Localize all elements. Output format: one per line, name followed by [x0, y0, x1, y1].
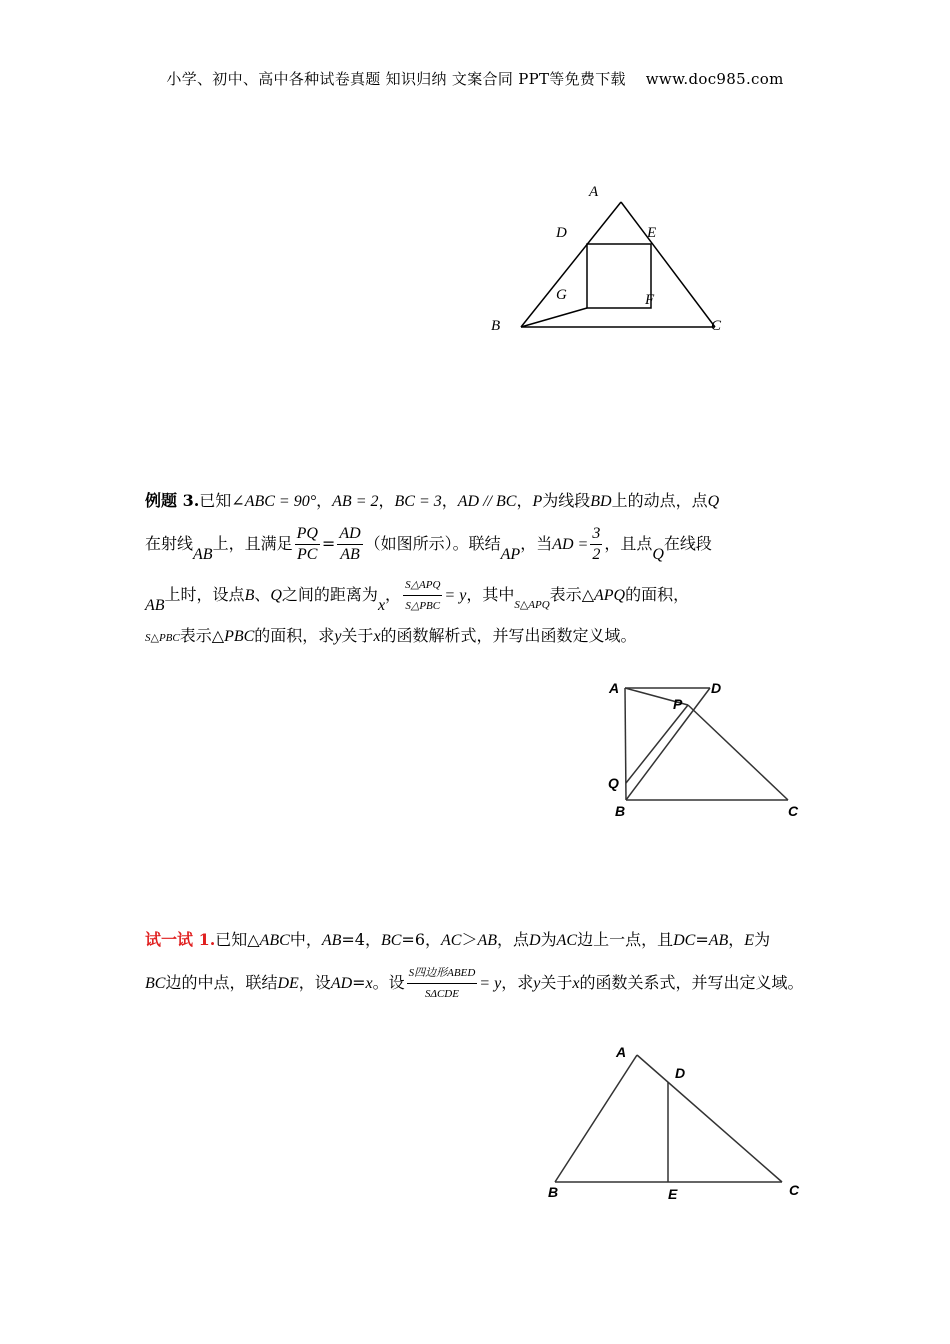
frac-den: 2: [592, 546, 601, 563]
math: AB: [193, 546, 213, 563]
math: △APQ: [581, 587, 626, 604]
text: 之间的距离为: [281, 585, 378, 604]
text: ，: [378, 491, 395, 510]
figure-triangle-de: [540, 1040, 810, 1210]
math: E: [744, 932, 755, 949]
math: DE: [277, 975, 299, 992]
math: y: [334, 628, 342, 645]
fraction-ad-ab: [337, 524, 362, 565]
text: ，: [728, 930, 745, 949]
math: DC: [673, 932, 696, 949]
text: ，: [441, 491, 458, 510]
text: ，其中: [466, 585, 515, 604]
math: =: [321, 534, 336, 553]
line-ab: [625, 688, 626, 800]
line-ac: [637, 1055, 782, 1182]
math: = y: [479, 975, 502, 992]
math: x: [572, 975, 580, 992]
label-P: P: [673, 696, 683, 712]
label-A: A: [616, 1044, 627, 1060]
math: x: [377, 597, 386, 614]
try-1-problem: [145, 926, 807, 1004]
try-1-line-2: [145, 963, 807, 1004]
frac-den: S△PBC: [405, 600, 441, 612]
text: ，且点: [604, 534, 653, 553]
math: ABC: [259, 932, 290, 949]
text: =6，: [401, 930, 442, 949]
fraction-pq-pc: [295, 524, 320, 565]
text: 在射线: [145, 534, 194, 553]
example-3-line-3: [145, 575, 807, 616]
math: AB: [477, 932, 498, 949]
text: 上时，设点: [164, 585, 245, 604]
label-G: G: [556, 287, 567, 303]
frac-den: PC: [297, 546, 318, 563]
fraction-3-2: [590, 524, 602, 565]
math: Q: [707, 493, 720, 510]
text: 边的中点，联结: [165, 973, 278, 992]
frac-num: S△APQ: [403, 575, 442, 596]
text: 的函数解析式，并写出函数定义域。: [380, 626, 637, 645]
text: ，设: [298, 973, 331, 992]
text: ，: [385, 585, 402, 604]
math: BD: [590, 493, 612, 510]
math: BC = 3: [394, 493, 442, 510]
text: 为: [754, 930, 771, 949]
text: 边上一点，且: [577, 930, 674, 949]
example-3-line-4: [145, 622, 807, 652]
math: BC: [380, 932, 402, 949]
frac-den: AB: [340, 546, 360, 563]
frac-num: S四边形ABED: [407, 963, 478, 984]
math: BC: [145, 975, 166, 992]
label-A: A: [609, 680, 620, 696]
text: 的面积，: [625, 585, 690, 604]
label-B: B: [491, 318, 501, 334]
label-E: E: [647, 225, 657, 241]
label-C: C: [711, 318, 722, 334]
text: 的面积，求: [254, 626, 335, 645]
frac-den: SΔCDE: [424, 988, 459, 1000]
label-D: D: [556, 225, 567, 241]
text: 已知: [199, 491, 232, 510]
label-A: A: [589, 184, 599, 200]
text: =: [695, 930, 709, 949]
text: =4，: [341, 930, 381, 949]
math: Q: [270, 587, 282, 604]
math: △PBC: [211, 628, 255, 645]
line-bd: [626, 688, 710, 800]
frac-num: AD: [337, 524, 362, 545]
text: 为线段: [542, 491, 591, 510]
math: y: [533, 975, 541, 992]
label-F: F: [645, 292, 655, 308]
text: ，: [516, 491, 533, 510]
label-C: C: [788, 803, 799, 819]
math: AD =: [552, 536, 589, 553]
fraction-s-abed-s-cde: [407, 963, 478, 1004]
math: S△APQ: [514, 599, 550, 611]
text: 上，且满足: [212, 534, 293, 553]
math: AC: [441, 932, 462, 949]
label-E: E: [668, 1186, 678, 1202]
text: ＞: [461, 930, 478, 949]
square-defg: [587, 244, 651, 308]
math: AB = 2: [332, 493, 379, 510]
line-ab: [555, 1055, 637, 1182]
math: x: [373, 628, 381, 645]
math: AC: [556, 932, 578, 949]
label-D: D: [675, 1065, 686, 1081]
math: AD // BC: [457, 493, 517, 510]
frac-num: 3: [590, 524, 602, 545]
example-3-line-2: [145, 524, 807, 565]
math: S△PBC: [145, 632, 180, 644]
text: 关于: [341, 626, 374, 645]
line-bg: [521, 308, 587, 327]
text: 上的动点，点: [611, 491, 708, 510]
math: D: [529, 932, 541, 949]
try-1-prefix: 试一试 1.: [145, 930, 216, 949]
label-D: D: [711, 680, 722, 696]
text: 的函数关系式，并写出定义域。: [579, 973, 804, 992]
text: （如图所示）。联结: [364, 534, 501, 553]
figure-trapezoid-pq: [600, 675, 820, 825]
label-C: C: [789, 1182, 800, 1198]
line-pq: [626, 705, 688, 783]
label-B: B: [615, 803, 626, 819]
header-url: www.doc985.com: [645, 70, 784, 88]
text: 在线段: [663, 534, 712, 553]
text: 表示: [179, 626, 212, 645]
text: 表示: [549, 585, 582, 604]
label-Q: Q: [608, 775, 619, 791]
text: ，点: [497, 930, 530, 949]
text: 关于: [540, 973, 573, 992]
math: ∠ABC = 90°: [231, 493, 317, 510]
line-pc: [688, 705, 788, 800]
text: 为: [540, 930, 557, 949]
math: = y: [444, 587, 467, 604]
math: AB: [145, 597, 165, 614]
frac-num: PQ: [295, 524, 320, 545]
math: AB: [321, 932, 342, 949]
page-header: [0, 68, 950, 89]
header-text: 小学、初中、高中各种试卷真题 知识归纳 文案合同 PPT等免费下载: [166, 70, 626, 88]
math: AB: [708, 932, 729, 949]
text: ，求: [501, 973, 534, 992]
example-3-line-1: [145, 487, 807, 516]
text: 。设: [372, 973, 405, 992]
fraction-s-apq-s-pbc: [403, 575, 442, 616]
example-3-problem: [145, 487, 807, 652]
text: ，: [316, 491, 333, 510]
math: B: [244, 587, 255, 604]
math: x: [365, 975, 373, 992]
math: P: [532, 493, 543, 510]
math: Q: [652, 546, 664, 563]
figure-triangle-square: [480, 175, 740, 345]
math: AD: [330, 975, 353, 992]
text: 、: [254, 585, 271, 604]
try-1-line-1: [145, 926, 807, 955]
text: ，当: [520, 534, 553, 553]
text: =: [352, 973, 366, 992]
text: 中，: [289, 930, 322, 949]
math: AP: [500, 546, 521, 563]
example-3-prefix: 例题 3.: [145, 491, 200, 510]
text: 已知△: [215, 930, 260, 949]
label-B: B: [548, 1184, 559, 1200]
